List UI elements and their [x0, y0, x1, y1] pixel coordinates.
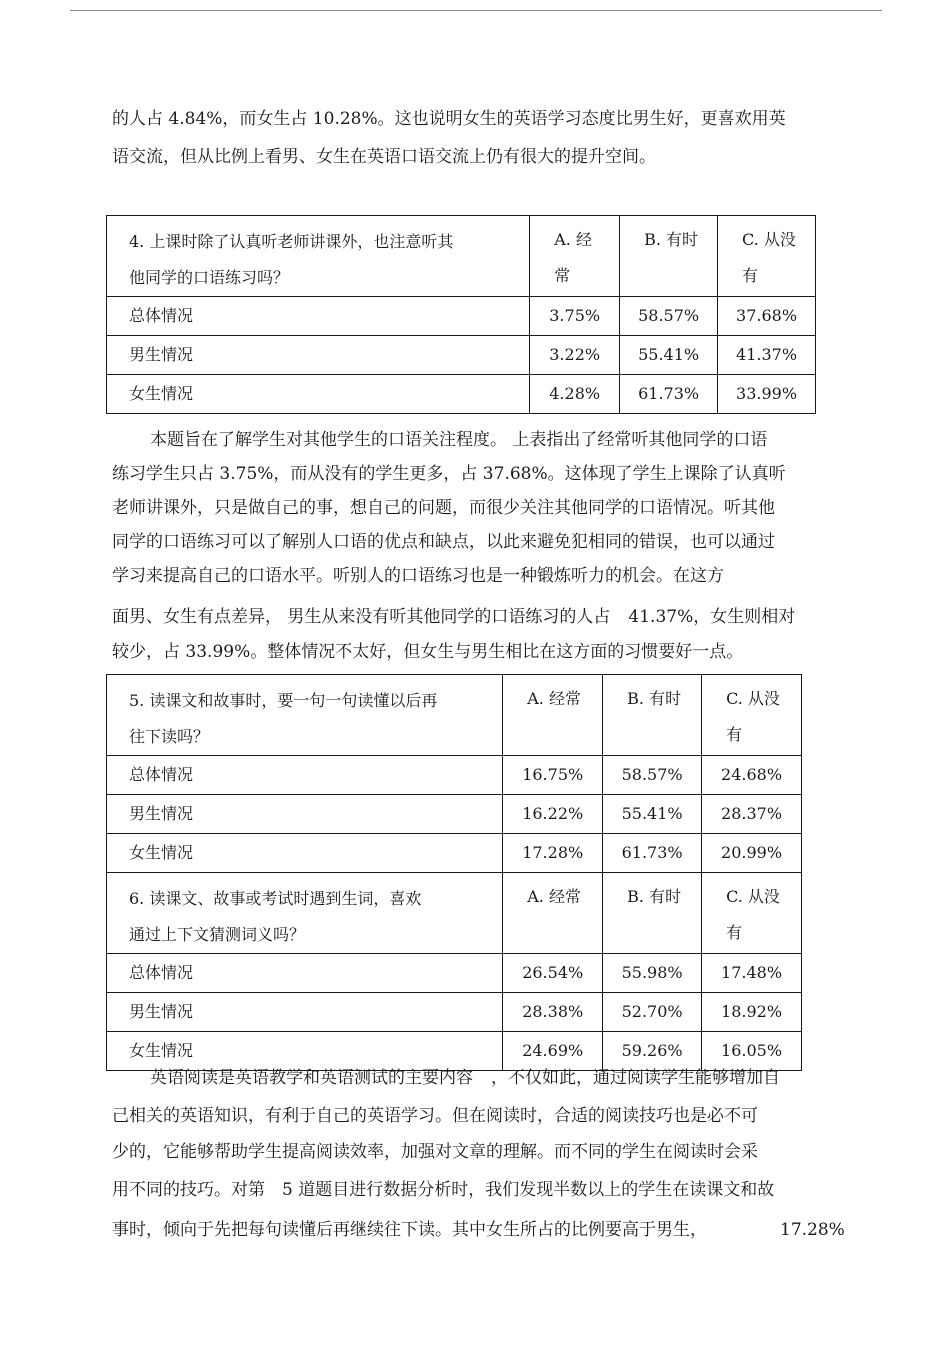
q4-para-line-6-value: 41.37%，女生则相对	[628, 607, 796, 627]
option-c-line-2: 有	[726, 725, 743, 744]
value-c: 41.37%	[718, 336, 816, 375]
option-c-line-1: C. 从没	[726, 689, 780, 708]
value-c: 18.92%	[702, 993, 802, 1032]
value-c: 24.68%	[702, 756, 802, 795]
option-a-line-2: 常	[554, 266, 571, 285]
q4-para-line-4: 同学的口语练习可以了解别人口语的优点和缺点，以此来避免犯相同的错误，也可以通过	[112, 532, 775, 552]
reading-para-line-5-value: 17.28%	[780, 1220, 845, 1240]
row-label: 总体情况	[107, 756, 503, 795]
value-b: 55.98%	[603, 954, 702, 993]
q4-para-line-6	[112, 605, 795, 629]
option-c-header	[702, 873, 802, 954]
table-row	[107, 375, 816, 414]
question-text-line-1: 6. 读课文、故事或考试时遇到生词，喜欢	[129, 889, 422, 908]
value-a: 16.22%	[503, 795, 603, 834]
survey-table-q5-q6	[106, 674, 802, 1071]
value-a: 26.54%	[503, 954, 603, 993]
value-b: 59.26%	[603, 1032, 702, 1071]
row-label: 男生情况	[107, 336, 530, 375]
table-row	[107, 297, 816, 336]
q4-para-line-5: 学习来提高自己的口语水平。听别人的口语练习也是一种锻炼听力的机会。在这方	[112, 566, 724, 586]
question-text-line-2: 往下读吗？	[129, 727, 210, 746]
table-row	[107, 756, 802, 795]
table-row	[107, 795, 802, 834]
reading-para-line-2: 己相关的英语知识，有利于自己的英语学习。但在阅读时，合适的阅读技巧也是必不可	[112, 1106, 758, 1126]
table-header-row	[107, 873, 802, 954]
value-b: 52.70%	[603, 993, 702, 1032]
q4-para-line-1: 本题旨在了解学生对其他学生的口语关注程度。 上表指出了经常听其他同学的口语	[150, 430, 768, 450]
option-a-line-1: A. 经	[554, 230, 592, 249]
option-c-line-2: 有	[726, 923, 743, 942]
value-c: 20.99%	[702, 834, 802, 873]
question-text-line-1: 5. 读课文和故事时，要一句一句读懂以后再	[129, 691, 438, 710]
value-c: 17.48%	[702, 954, 802, 993]
value-c: 16.05%	[702, 1032, 802, 1071]
value-a: 28.38%	[503, 993, 603, 1032]
table-row	[107, 834, 802, 873]
reading-para-line-1-cont: ，不仅如此，通过阅读学生能够增加自	[491, 1068, 780, 1088]
value-a: 24.69%	[503, 1032, 603, 1071]
question-cell	[107, 675, 503, 756]
q4-para-line-6-text: 面男、女生有点差异， 男生从来没有听其他同学的口语练习的人占	[112, 607, 611, 627]
reading-para-line-5-text: 事时，倾向于先把每句读懂后再继续往下读。其中女生所占的比例要高于男生，	[112, 1220, 707, 1240]
option-b-label: B. 有时	[627, 689, 682, 708]
question-cell	[107, 216, 530, 297]
row-label: 总体情况	[107, 297, 530, 336]
reading-para-line-4: 用不同的技巧。对第 5 道题目进行数据分析时，我们发现半数以上的学生在读课文和故	[112, 1180, 775, 1200]
survey-table-q4	[106, 215, 816, 414]
option-c-line-1: C. 从没	[726, 887, 780, 906]
option-b-header	[603, 675, 702, 756]
value-b: 58.57%	[620, 297, 718, 336]
option-c-header	[718, 216, 816, 297]
q4-para-line-3: 老师讲课外，只是做自己的事，想自己的问题，而很少关注其他同学的口语情况。听其他	[112, 498, 775, 518]
option-c-line-1: C. 从没	[742, 230, 796, 249]
option-a-label: A. 经常	[527, 689, 581, 708]
question-text-line-2: 他同学的口语练习吗？	[129, 268, 290, 287]
value-c: 37.68%	[718, 297, 816, 336]
option-a-header	[530, 216, 620, 297]
row-label: 男生情况	[107, 993, 503, 1032]
table-row	[107, 1032, 802, 1071]
table-header-row	[107, 675, 802, 756]
q4-para-line-2: 练习学生只占 3.75%，而从没有的学生更多，占 37.68%。这体现了学生上课除了认真听	[112, 464, 786, 484]
question-text-line-2: 通过上下文猜测词义吗？	[129, 925, 306, 944]
row-label: 女生情况	[107, 834, 503, 873]
question-text-line-1: 4. 上课时除了认真听老师讲课外，也注意听其	[129, 232, 454, 251]
value-a: 3.75%	[530, 297, 620, 336]
option-a-header	[503, 675, 603, 756]
option-b-header	[620, 216, 718, 297]
value-b: 58.57%	[603, 756, 702, 795]
table-header-row	[107, 216, 816, 297]
question-cell	[107, 873, 503, 954]
table-row	[107, 954, 802, 993]
header-rule	[70, 10, 882, 11]
table-row	[107, 993, 802, 1032]
reading-para-line-3: 少的，它能够帮助学生提高阅读效率，加强对文章的理解。而不同的学生在阅读时会采	[112, 1142, 758, 1162]
value-a: 17.28%	[503, 834, 603, 873]
row-label: 女生情况	[107, 1032, 503, 1071]
reading-para-line-1-text: 英语阅读是英语教学和英语测试的主要内容	[150, 1068, 473, 1088]
value-c: 33.99%	[718, 375, 816, 414]
option-a-label: A. 经常	[527, 887, 581, 906]
row-label: 女生情况	[107, 375, 530, 414]
value-b: 61.73%	[620, 375, 718, 414]
value-b: 55.41%	[603, 795, 702, 834]
option-b-header	[603, 873, 702, 954]
option-b-label: B. 有时	[627, 887, 682, 906]
option-a-header	[503, 873, 603, 954]
row-label: 总体情况	[107, 954, 503, 993]
reading-para-line-5	[112, 1218, 707, 1242]
reading-para-line-1	[150, 1066, 780, 1090]
q4-para-line-7: 较少，占 33.99%。整体情况不太好，但女生与男生相比在这方面的习惯要好一点。	[112, 642, 744, 662]
option-c-line-2: 有	[742, 266, 759, 285]
intro-line-2: 语交流，但从比例上看男、女生在英语口语交流上仍有很大的提升空间。	[112, 147, 656, 167]
option-b-label: B. 有时	[644, 230, 699, 249]
value-b: 61.73%	[603, 834, 702, 873]
intro-line-1: 的人占 4.84%，而女生占 10.28%。这也说明女生的英语学习态度比男生好，更喜欢用英	[112, 109, 786, 129]
value-c: 28.37%	[702, 795, 802, 834]
table-row	[107, 336, 816, 375]
value-b: 55.41%	[620, 336, 718, 375]
row-label: 男生情况	[107, 795, 503, 834]
option-c-header	[702, 675, 802, 756]
value-a: 16.75%	[503, 756, 603, 795]
value-a: 4.28%	[530, 375, 620, 414]
value-a: 3.22%	[530, 336, 620, 375]
